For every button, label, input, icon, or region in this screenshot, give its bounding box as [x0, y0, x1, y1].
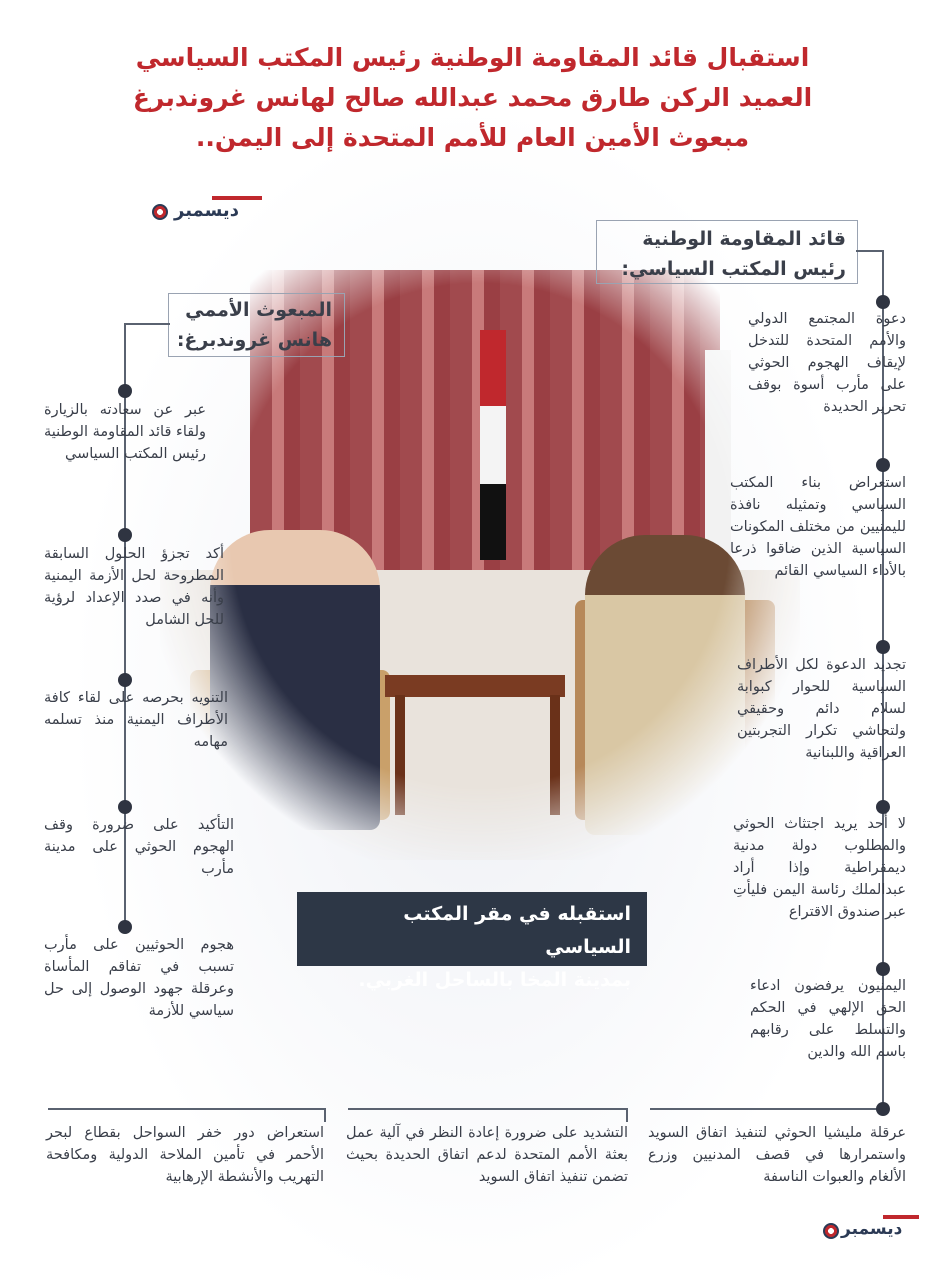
table-leg [550, 695, 560, 815]
right-header-line-2: رئيس المكتب السياسي: [621, 258, 846, 280]
right-header-line-1: قائد المقاومة الوطنية [642, 228, 846, 250]
right-timeline-connector [856, 250, 884, 252]
bottom-tick [626, 1108, 628, 1122]
logo-eye-icon [823, 1223, 839, 1239]
bottom-item-2: التشديد على ضرورة إعادة النظر في آلية عمل بعثة الأمم المتحدة لدعم اتفاق الحديدة بحيث تضمن تنفيذ اتفاق السويد [346, 1125, 628, 1185]
timeline-dot [118, 384, 132, 398]
left-item-5: هجوم الحوثيين على مأرب تسبب في تفاقم المأساة وعرقلة جهود الوصول إلى حل سياسي للأزمة [44, 937, 234, 1019]
right-item-1: دعوة المجتمع الدولي والأمم المتحدة للتدخل لإيقاف الهجوم الحوثي على مأرب أسوة بوقف تحرير الحديدة [748, 311, 906, 415]
timeline-dot [118, 800, 132, 814]
timeline-dot [876, 640, 890, 654]
brand-name: ديسمبر [841, 1219, 903, 1239]
left-header-line-2: هانس غروندبرغ: [176, 329, 332, 351]
headline [40, 38, 905, 158]
timeline-dot [118, 920, 132, 934]
bottom-item-3: استعراض دور خفر السواحل بقطاع لبحر الأحمر في تأمين الملاحة الدولية ومكافحة التهريب والأنشطة الإرهابية [46, 1125, 324, 1185]
meeting-photo [160, 270, 800, 860]
timeline-dot [876, 458, 890, 472]
brand-logo-top [152, 192, 272, 226]
headline-line-2: العميد الركن طارق محمد عبدالله صالح لهانس غروندبرغ [132, 83, 813, 112]
bottom-connector-middle [348, 1108, 628, 1110]
caption-line-1: استقبله في مقر المكتب السياسي [403, 903, 631, 958]
timeline-dot [876, 1102, 890, 1116]
left-item-2: أكد تجزؤ الحلول السابقة المطروحة لحل الأزمة اليمنية وأنه في صدد الإعداد لرؤية للحل الشامل [44, 546, 224, 628]
headline-line-1: استقبال قائد المقاومة الوطنية رئيس المكتب السياسي [135, 43, 810, 72]
right-item-3: تجديد الدعوة لكل الأطراف السياسية للحوار كبوابة لسلام دائم وحقيقي ولتحاشي تكرار التجربتين العراقية واللبنانية [737, 657, 906, 761]
photo-caption [297, 892, 647, 991]
bottom-item-1: عرقلة مليشيا الحوثي لتنفيذ اتفاق السويد واستمرارها في قصف المدنيين وزرع الألغام والعبوات الناسفة [648, 1125, 906, 1185]
host-person [585, 535, 745, 835]
left-timeline-connector [124, 323, 170, 325]
left-item-4: التأكيد على ضرورة وقف الهجوم الحوثي على مدينة مأرب [44, 817, 234, 877]
right-item-4: لا أحد يريد اجتثاث الحوثي والمطلوب دولة مدنية ديمقراطية وإذا أراد عبدالملك رئاسة اليمن فليأتِ عبر صندوق الاقتراع [733, 816, 906, 920]
left-header-line-1: المبعوث الأممي [185, 299, 332, 321]
bottom-connector-left [48, 1108, 326, 1110]
right-item-2: استعراض بناء المكتب السياسي وتمثيله نافذة لليمنيين من مختلف المكونات السياسية الذين ضاقوا ذرعا بالأداء السياسي القائم [730, 475, 906, 579]
right-item-5: اليمنيون يرفضون ادعاء الحق الإلهي في الحكم والتسلط على رقابهم باسم الله والدين [750, 978, 906, 1060]
right-column-header [600, 224, 846, 284]
timeline-dot [876, 295, 890, 309]
bottom-tick [324, 1108, 326, 1122]
headline-line-3: مبعوث الأمين العام للأمم المتحدة إلى اليمن.. [195, 123, 750, 152]
logo-eye-icon [152, 204, 168, 220]
yemen-flag-icon [480, 330, 506, 560]
coffee-table [385, 675, 565, 697]
left-item-1: عبر عن سعادته بالزيارة ولقاء قائد المقاومة الوطنية رئيس المكتب السياسي [44, 402, 206, 462]
caption-line-2: بمدينة المخا بالساحل الغربي. [358, 969, 631, 991]
timeline-dot [876, 962, 890, 976]
timeline-dot [876, 800, 890, 814]
envoy-person [210, 530, 380, 830]
brand-name: ديسمبر [174, 200, 239, 221]
timeline-dot [118, 528, 132, 542]
left-item-3: التنويه بحرصه على لقاء كافة الأطراف اليمنية منذ تسلمه مهامه [44, 690, 228, 750]
left-column-header [172, 295, 332, 355]
bottom-connector-right [650, 1108, 884, 1110]
brand-logo-bottom [823, 1213, 923, 1243]
table-leg [395, 695, 405, 815]
timeline-dot [118, 673, 132, 687]
